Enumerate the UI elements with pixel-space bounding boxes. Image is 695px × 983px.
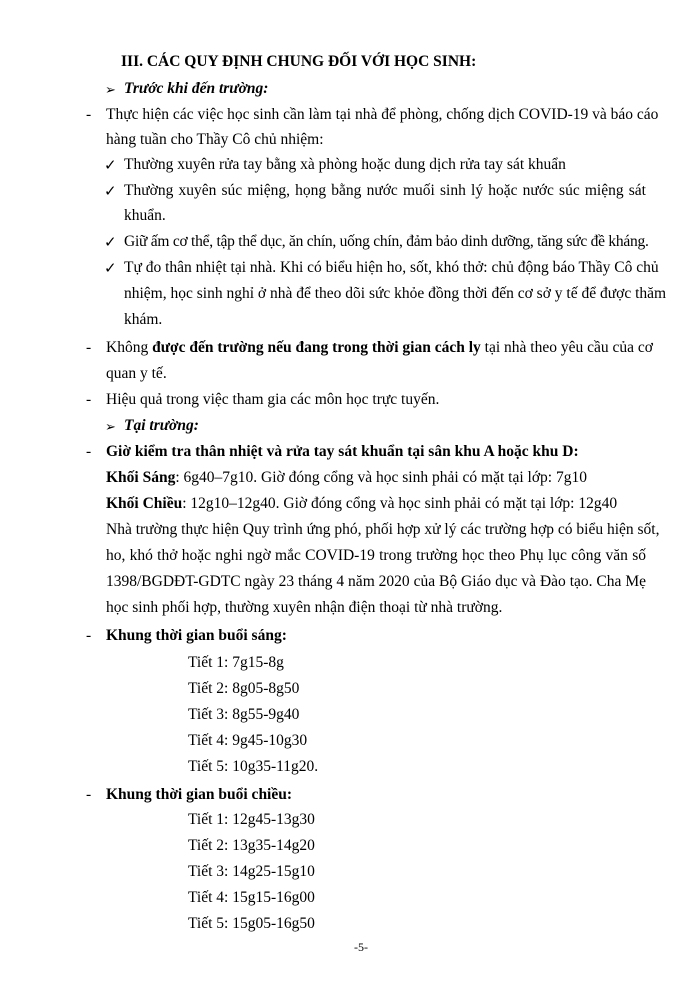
afternoon-period-1: Tiết 1: 12g45-13g30 xyxy=(188,811,315,828)
before-school-heading: Trước khi đến trường: xyxy=(124,80,269,97)
dash-bullet: - xyxy=(86,391,92,408)
before-item2-line1: Không được đến trường nếu đang trong thời gian cách ly tại nhà theo yêu cầu của cơ xyxy=(106,339,653,356)
dash-bullet: - xyxy=(86,627,92,644)
afternoon-period-2: Tiết 2: 13g35-14g20 xyxy=(188,837,315,854)
arrow-bullet-icon: ➢ xyxy=(105,419,116,434)
check-time-heading: Giờ kiểm tra thân nhiệt và rửa tay sát khuẩn tại sân khu A hoặc khu D: xyxy=(106,443,579,460)
dash-bullet: - xyxy=(86,339,92,356)
procedure-line3: 1398/BGDĐT-GDTC ngày 23 tháng 4 năm 2020 của Bộ Giáo dục và Đào tạo. Cha Mẹ xyxy=(106,573,646,590)
checkmark-icon: ✓ xyxy=(104,261,117,277)
morning-period-2: Tiết 2: 8g05-8g50 xyxy=(188,680,300,697)
before-item1-line1: Thực hiện các việc học sinh cần làm tại nhà để phòng, chống dịch COVID-19 và báo cáo xyxy=(106,106,659,123)
procedure-line1: Nhà trường thực hiện Quy trình ứng phó, phối hợp xử lý các trường hợp có biểu hiện sốt, xyxy=(106,521,660,538)
checkmark-icon: ✓ xyxy=(104,235,117,251)
afternoon-schedule-heading: Khung thời gian buổi chiều: xyxy=(106,786,293,803)
morning-period-5: Tiết 5: 10g35-11g20. xyxy=(188,758,319,775)
check-item-2-line1: Thường xuyên súc miệng, họng bằng nước muối sinh lý hoặc nước súc miệng sát xyxy=(124,182,646,199)
before-item2-line2: quan y tế. xyxy=(106,365,167,382)
procedure-line4: học sinh phối hợp, thường xuyên nhận điện thoại từ nhà trường. xyxy=(106,599,503,616)
dash-bullet: - xyxy=(86,106,92,123)
afternoon-period-3: Tiết 3: 14g25-15g10 xyxy=(188,863,315,880)
before-item1-line2: hàng tuần cho Thầy Cô chủ nhiệm: xyxy=(106,131,324,148)
dash-bullet: - xyxy=(86,443,92,460)
morning-period-3: Tiết 3: 8g55-9g40 xyxy=(188,706,300,723)
afternoon-period-5: Tiết 5: 15g05-16g50 xyxy=(188,915,315,932)
check-item-3: Giữ ấm cơ thể, tập thể dục, ăn chín, uống chín, đảm bảo dinh dưỡng, tăng sức đề kháng. xyxy=(124,233,649,250)
check-item-4-line2: nhiệm, học sinh nghỉ ở nhà để theo dõi sức khỏe đồng thời đến cơ sở y tế để được thăm xyxy=(124,285,667,302)
check-item-1: Thường xuyên rửa tay bằng xà phòng hoặc dung dịch rửa tay sát khuẩn xyxy=(124,156,566,173)
page-number: -5- xyxy=(354,940,368,954)
section-heading: III. CÁC QUY ĐỊNH CHUNG ĐỐI VỚI HỌC SINH: xyxy=(121,53,477,70)
checkmark-icon: ✓ xyxy=(104,158,117,174)
morning-shift-line: Khối Sáng: 6g40–7g10. Giờ đóng cổng và học sinh phải có mặt tại lớp: 7g10 xyxy=(106,469,587,486)
afternoon-period-4: Tiết 4: 15g15-16g00 xyxy=(188,889,315,906)
checkmark-icon: ✓ xyxy=(104,184,117,200)
before-item3: Hiệu quả trong việc tham gia các môn học trực tuyến. xyxy=(106,391,440,408)
morning-schedule-heading: Khung thời gian buổi sáng: xyxy=(106,627,287,644)
at-school-heading: Tại trường: xyxy=(124,417,199,434)
morning-period-4: Tiết 4: 9g45-10g30 xyxy=(188,732,308,749)
afternoon-shift-line: Khối Chiều: 12g10–12g40. Giờ đóng cổng và học sinh phải có mặt tại lớp: 12g40 xyxy=(106,495,618,512)
morning-period-1: Tiết 1: 7g15-8g xyxy=(188,654,284,671)
check-item-4-line3: khám. xyxy=(124,311,163,328)
dash-bullet: - xyxy=(86,786,92,803)
procedure-line2: ho, khó thở hoặc nghi ngờ mắc COVID-19 trong trường học theo Phụ lục công văn số xyxy=(106,547,646,564)
check-item-2-line2: khuẩn. xyxy=(124,207,166,224)
check-item-4-line1: Tự đo thân nhiệt tại nhà. Khi có biểu hiện ho, sốt, khó thở: chủ động báo Thầy Cô chủ xyxy=(124,259,659,276)
arrow-bullet-icon: ➢ xyxy=(105,82,116,97)
